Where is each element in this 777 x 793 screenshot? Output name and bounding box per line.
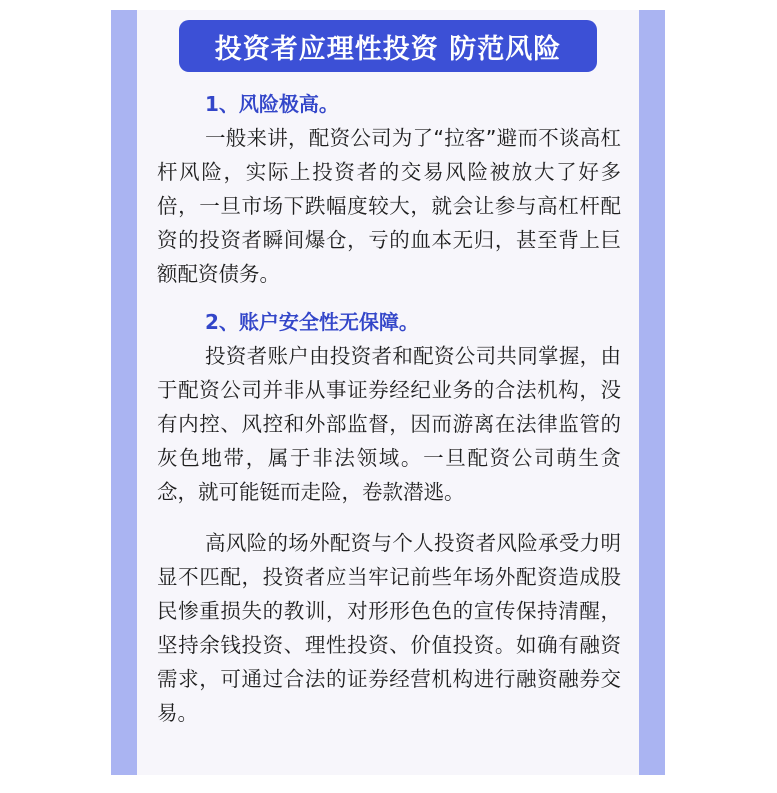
right-decorative-bar [639, 10, 665, 775]
article-body [157, 87, 621, 730]
section-body-account-security: 投资者账户由投资者和配资公司共同掌握，由于配资公司并非从事证券经纪业务的合法机构，没有内控、风控和外部监督，因而游离在法律监管的灰色地带，属于非法领域。一旦配资公司萌生贪念，就可能铤而走险，卷款潜逃。 [157, 344, 621, 504]
section-heading-risk: 1、风险极高。 [205, 92, 339, 116]
page-title: 投资者应理性投资 防范风险 [214, 33, 562, 65]
left-decorative-bar [111, 10, 137, 775]
section-heading-account-security: 2、账户安全性无保障。 [205, 310, 419, 334]
title-banner [179, 20, 597, 72]
section-body-risk: 一般来讲，配资公司为了“拉客”避而不谈高杠杆风险，实际上投资者的交易风险被放大了好多倍，一旦市场下跌幅度较大，就会让参与高杠杆配资的投资者瞬间爆仓，亏的血本无归，甚至背上巨额配资债务。 [157, 126, 621, 286]
closing-paragraph: 高风险的场外配资与个人投资者风险承受力明显不匹配，投资者应当牢记前些年场外配资造成股民惨重损失的教训，对形形色色的宣传保持清醒，坚持余钱投资、理性投资、价值投资。如确有融资需求，可通过合法的证券经营机构进行融资融券交易。 [157, 531, 621, 725]
